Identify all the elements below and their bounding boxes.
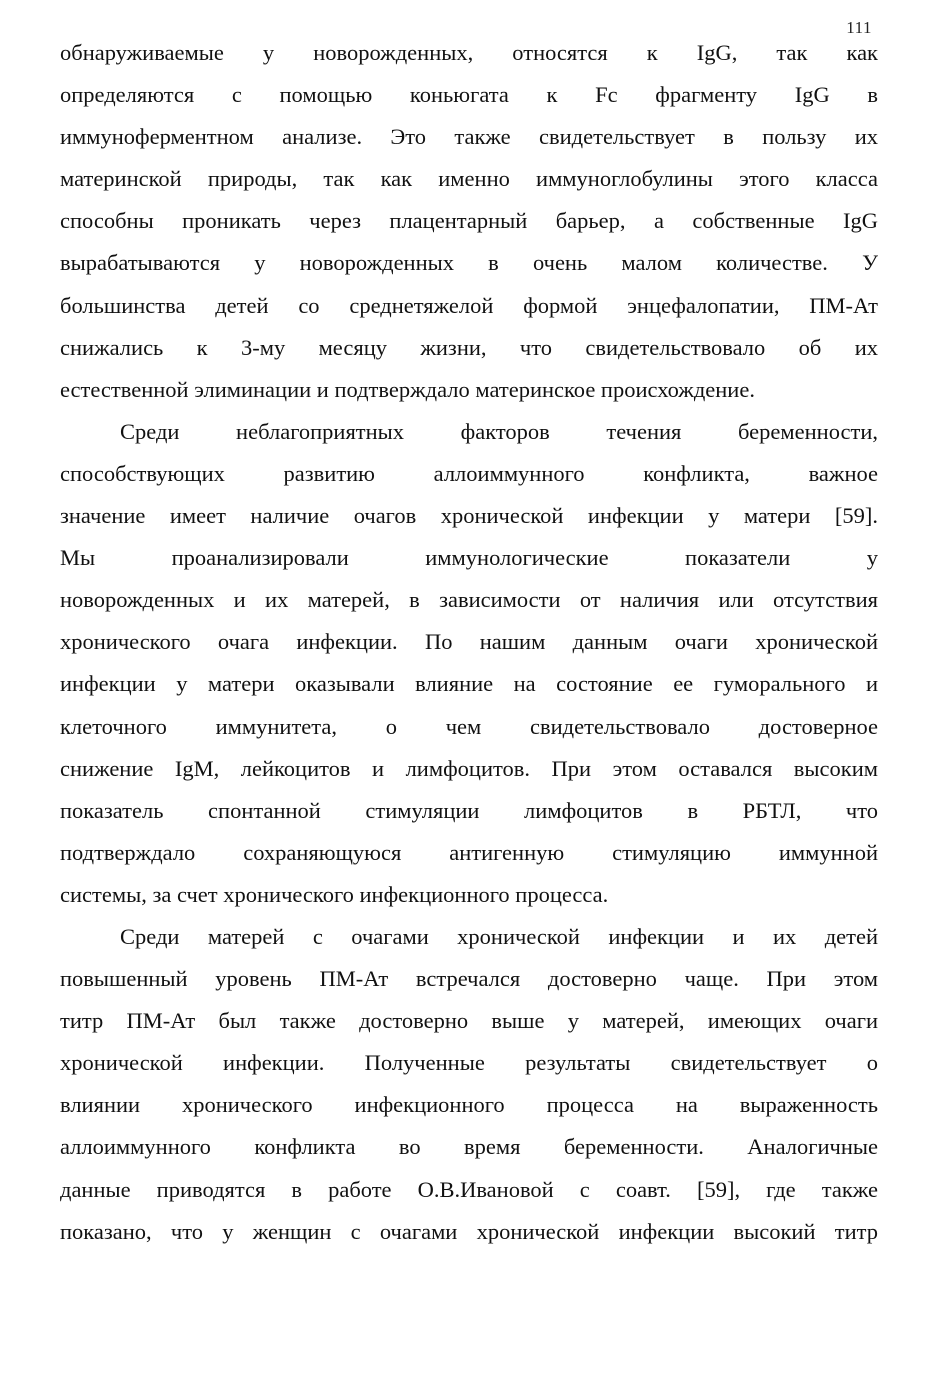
text-line: титр ПМ-Ат был также достоверно выше у матерей, имеющих очаги: [60, 1008, 878, 1034]
text-line: Мы проанализировали иммунологические показатели у: [60, 545, 878, 571]
text-line: Среди неблагоприятных факторов течения беременности,: [120, 418, 878, 444]
text-line: влиянии хронического инфекционного процесса на выраженность: [60, 1092, 878, 1118]
page-number: 111: [846, 18, 872, 37]
text-line: аллоиммунного конфликта во время беременности. Аналогичные: [60, 1134, 878, 1160]
text-line: показатель спонтанной стимуляции лимфоцитов в РБТЛ, что: [60, 797, 878, 823]
body-text: [60, 32, 878, 1253]
text-line: способствующих развитию аллоиммунного конфликта, важное: [60, 460, 878, 486]
paragraph-2: [60, 411, 878, 916]
text-line: показано, что у женщин с очагами хронической инфекции высокий титр: [60, 1218, 878, 1244]
text-line: материнской природы, так как именно иммуноглобулины этого класса: [60, 166, 878, 192]
text-line: хронического очага инфекции. По нашим данным очаги хронической: [60, 629, 878, 655]
text-line: хронической инфекции. Полученные результаты свидетельствует о: [60, 1050, 878, 1076]
paragraph-3: [60, 916, 878, 1253]
text-line: подтверждало сохраняющуюся антигенную стимуляцию иммунной: [60, 839, 878, 865]
text-line: снижение IgM, лейкоцитов и лимфоцитов. При этом оставался высоким: [60, 755, 878, 781]
text-line: новорожденных и их матерей, в зависимости от наличия или отсутствия: [60, 587, 878, 613]
text-line: способны проникать через плацентарный барьер, а собственные IgG: [60, 208, 878, 234]
text-line: данные приводятся в работе О.В.Ивановой с соавт. [59], где также: [60, 1176, 878, 1202]
text-line: значение имеет наличие очагов хронической инфекции у матери [59].: [60, 503, 878, 529]
text-line: снижались к 3-му месяцу жизни, что свидетельствовало об их: [60, 334, 878, 360]
text-line: клеточного иммунитета, о чем свидетельствовало достоверное: [60, 713, 878, 739]
text-line: естественной элиминации и подтверждало материнское происхождение.: [60, 376, 755, 402]
text-line: иммуноферментном анализе. Это также свидетельствует в пользу их: [60, 124, 878, 150]
text-line: Среди матерей с очагами хронической инфекции и их детей: [120, 923, 878, 949]
text-line: обнаруживаемые у новорожденных, относятся к IgG, так как: [60, 40, 878, 65]
text-line: повышенный уровень ПМ-Ат встречался достоверно чаще. При этом: [60, 966, 878, 992]
text-line: инфекции у матери оказывали влияние на состояние ее гуморального и: [60, 671, 878, 697]
paragraph-1: [60, 32, 878, 411]
text-line: вырабатываются у новорожденных в очень малом количестве. У: [60, 250, 878, 276]
text-line: большинства детей со среднетяжелой формой энцефалопатии, ПМ-Ат: [60, 292, 878, 318]
text-line: определяются с помощью коньюгата к Fc фрагменту IgG в: [60, 82, 878, 108]
text-line: системы, за счет хронического инфекционного процесса.: [60, 881, 609, 907]
